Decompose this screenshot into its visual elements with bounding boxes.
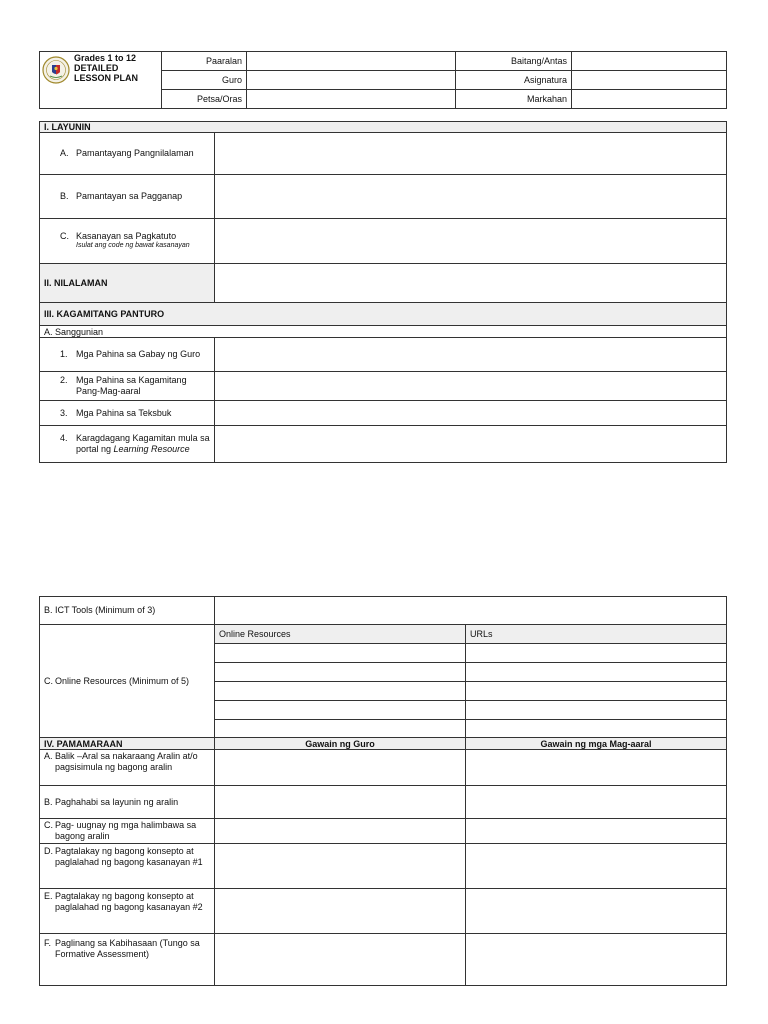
resource-field-4[interactable] xyxy=(215,701,466,720)
step-d-num: D. xyxy=(44,846,53,856)
step-d-guro-field[interactable] xyxy=(215,844,466,889)
layunin-a-field[interactable] xyxy=(215,133,727,175)
item-4-label: Karagdagang Kagamitan mula sa portal ng xyxy=(76,433,210,454)
item-3-label: Mga Pahina sa Teksbuk xyxy=(76,407,172,418)
step-e-mag-aaral-field[interactable] xyxy=(466,889,727,934)
petsa-label: Petsa/Oras xyxy=(162,90,247,109)
step-a-guro-field[interactable] xyxy=(215,750,466,786)
resource-field-3[interactable] xyxy=(215,682,466,701)
step-c xyxy=(40,819,215,844)
baitang-label: Baitang/Antas xyxy=(456,52,572,71)
lesson-table-1 xyxy=(39,121,727,463)
layunin-a xyxy=(40,133,215,175)
step-f xyxy=(40,934,215,986)
section-3-heading: III. KAGAMITANG PANTURO xyxy=(40,303,727,326)
item-1-num: 1. xyxy=(60,349,68,360)
petsa-field[interactable] xyxy=(247,90,456,109)
nilalaman-field[interactable] xyxy=(215,264,727,303)
item-3-num: 3. xyxy=(60,407,68,418)
ict-num: B. xyxy=(44,605,53,616)
layunin-c-note: Isulat ang code ng bawat kasanayan xyxy=(76,242,190,250)
ict-field[interactable] xyxy=(215,597,727,625)
item-2-field[interactable] xyxy=(215,372,727,401)
item-2-label: Mga Pahina sa Kagamitang Pang-Mag-aaral xyxy=(76,375,187,396)
item-4-field[interactable] xyxy=(215,426,727,463)
sanggunian-item-3 xyxy=(40,401,215,426)
step-d-mag-aaral-field[interactable] xyxy=(466,844,727,889)
step-d xyxy=(40,844,215,889)
paaralan-field[interactable] xyxy=(247,52,456,71)
sanggunian-item-1 xyxy=(40,338,215,372)
step-e-num: E. xyxy=(44,891,53,901)
item-1-field[interactable] xyxy=(215,338,727,372)
urls-col-header: URLs xyxy=(466,625,727,644)
sanggunian-item-2 xyxy=(40,372,215,401)
section-2-heading: II. NILALAMAN xyxy=(40,264,215,303)
gawain-guro-header: Gawain ng Guro xyxy=(215,738,466,750)
step-f-label: Paglinang sa Kabihasaan (Tungo sa Formative Assessment) xyxy=(55,938,200,959)
asignatura-field[interactable] xyxy=(572,71,727,90)
item-1-label: Mga Pahina sa Gabay ng Guro xyxy=(76,349,201,360)
item-4-num: 4. xyxy=(60,433,68,444)
layunin-b xyxy=(40,175,215,219)
url-field-3[interactable] xyxy=(466,682,727,701)
section-1-heading: I. LAYUNIN xyxy=(40,122,727,133)
gawain-mag-aaral-header: Gawain ng mga Mag-aaral xyxy=(466,738,727,750)
layunin-b-field[interactable] xyxy=(215,175,727,219)
url-field-5[interactable] xyxy=(466,720,727,738)
lesson-table-2 xyxy=(39,596,727,986)
layunin-b-num: B. xyxy=(60,191,69,202)
url-field-2[interactable] xyxy=(466,663,727,682)
step-c-mag-aaral-field[interactable] xyxy=(466,819,727,844)
item-4-label-italic: Learning Resource xyxy=(113,444,190,454)
step-b-num: B. xyxy=(44,796,53,807)
step-d-label: Pagtalakay ng bagong konsepto at paglalahad ng bagong kasanayan #1 xyxy=(55,846,203,867)
step-a-label: Balik –Aral sa nakaraang Aralin at/o pagsisimula ng bagong aralin xyxy=(55,751,198,772)
layunin-c-num: C. xyxy=(60,231,69,242)
guro-label: Guro xyxy=(162,71,247,90)
url-field-4[interactable] xyxy=(466,701,727,720)
resource-field-1[interactable] xyxy=(215,644,466,663)
step-c-guro-field[interactable] xyxy=(215,819,466,844)
step-b xyxy=(40,786,215,819)
markahan-label: Markahan xyxy=(456,90,572,109)
url-field-1[interactable] xyxy=(466,644,727,663)
layunin-a-num: A. xyxy=(60,148,69,159)
online-resources xyxy=(40,625,215,738)
layunin-c xyxy=(40,219,215,264)
ict-label: ICT Tools (Minimum of 3) xyxy=(55,605,156,616)
online-num: C. xyxy=(44,675,53,686)
step-e-label: Pagtalakay ng bagong konsepto at paglalahad ng bagong kasanayan #2 xyxy=(55,891,203,912)
online-resources-col-header: Online Resources xyxy=(215,625,466,644)
item-2-num: 2. xyxy=(60,375,68,386)
paaralan-label: Paaralan xyxy=(162,52,247,71)
layunin-a-label: Pamantayang Pangnilalaman xyxy=(76,148,194,159)
title-block xyxy=(40,52,162,109)
step-b-guro-field[interactable] xyxy=(215,786,466,819)
step-f-num: F. xyxy=(44,938,52,948)
section-4-heading: IV. PAMAMARAAN xyxy=(40,738,215,750)
ict-tools xyxy=(40,597,215,625)
deped-seal-icon xyxy=(42,56,70,84)
title-line-1: Grades 1 to 12 xyxy=(74,53,137,63)
guro-field[interactable] xyxy=(247,71,456,90)
asignatura-label: Asignatura xyxy=(456,71,572,90)
step-a xyxy=(40,750,215,786)
step-c-label: Pag- uugnay ng mga halimbawa sa bagong aralin xyxy=(55,820,197,841)
layunin-b-label: Pamantayan sa Pagganap xyxy=(76,191,183,202)
baitang-field[interactable] xyxy=(572,52,727,71)
sanggunian-item-4 xyxy=(40,426,215,463)
step-c-num: C. xyxy=(44,820,53,830)
title-line-3: LESSON PLAN xyxy=(74,72,139,83)
step-f-guro-field[interactable] xyxy=(215,934,466,986)
step-e-guro-field[interactable] xyxy=(215,889,466,934)
resource-field-5[interactable] xyxy=(215,720,466,738)
step-b-mag-aaral-field[interactable] xyxy=(466,786,727,819)
layunin-c-field[interactable] xyxy=(215,219,727,264)
step-e xyxy=(40,889,215,934)
step-b-label: Paghahabi sa layunin ng aralin xyxy=(55,796,179,807)
title-line-2: DETAILED xyxy=(74,62,119,73)
step-a-mag-aaral-field[interactable] xyxy=(466,750,727,786)
online-label: Online Resources (Minimum of 5) xyxy=(55,675,190,686)
step-f-mag-aaral-field[interactable] xyxy=(466,934,727,986)
resource-field-2[interactable] xyxy=(215,663,466,682)
step-a-num: A. xyxy=(44,751,53,761)
sanggunian-label: A. Sanggunian xyxy=(40,326,727,338)
layunin-c-label: Kasanayan sa Pagkatuto xyxy=(76,231,177,242)
header-table xyxy=(39,51,727,109)
item-3-field[interactable] xyxy=(215,401,727,426)
markahan-field[interactable] xyxy=(572,90,727,109)
